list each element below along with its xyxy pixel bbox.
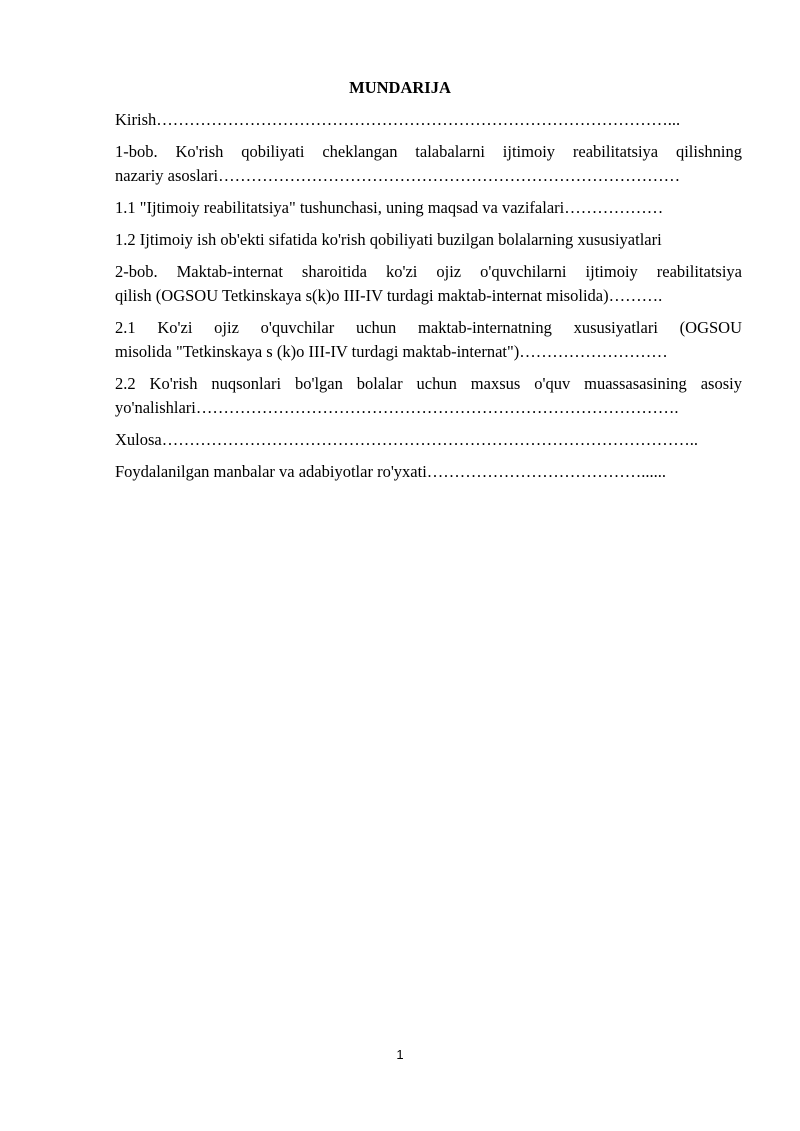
toc-entry-section-2-1[interactable] [115, 316, 742, 364]
toc-entry-line: 1.2 Ijtimoiy ish ob'ekti sifatida ko'rish qobiliyati buzilgan bolalarning xususiyatlari [115, 230, 662, 249]
toc-entry-kirish[interactable] [115, 108, 742, 132]
toc-entry-line: 2.1 Ko'zi ojiz o'quvchilar uchun maktab-internatning xususiyatlari (OGSOU [115, 318, 742, 337]
toc-entry-section-1-2[interactable] [115, 228, 742, 252]
toc-entry-line: 1-bob. Ko'rish qobiliyati cheklangan talabalarni ijtimoiy reabilitatsiya qilishning [115, 142, 742, 161]
toc-entry-line: Kirish…………………………………………………………………………………... [115, 110, 681, 129]
toc-entry-line: yo'nalishlari……………………………………………………………………………. [115, 398, 679, 417]
page-title: MUNDARIJA [349, 78, 451, 97]
toc-entry-line: 2.2 Ko'rish nuqsonlari bo'lgan bolalar uchun maxsus o'quv muassasasining asosiy [115, 374, 742, 393]
toc-entry-xulosa[interactable] [115, 428, 742, 452]
toc-entry-chapter-2[interactable] [115, 260, 742, 308]
page-number: 1 [396, 1047, 404, 1062]
table-of-contents [115, 108, 742, 492]
toc-entry-line: Xulosa…………………………………………………………………………………….. [115, 430, 698, 449]
toc-entry-bibliography[interactable] [115, 460, 742, 484]
toc-entry-chapter-1[interactable] [115, 140, 742, 188]
toc-entry-line: qilish (OGSOU Tetkinskaya s(k)o III-IV turdagi maktab-internat misolida)………. [115, 286, 663, 305]
toc-entry-section-2-2[interactable] [115, 372, 742, 420]
toc-entry-line: 2-bob. Maktab-internat sharoitida ko'zi ojiz o'quvchilarni ijtimoiy reabilitatsiya [115, 262, 742, 281]
toc-entry-section-1-1[interactable] [115, 196, 742, 220]
toc-entry-line: nazariy asoslari………………………………………………………………………… [115, 166, 681, 185]
toc-entry-line: 1.1 "Ijtimoiy reabilitatsiya" tushunchasi, uning maqsad va vazifalari……………… [115, 198, 664, 217]
toc-entry-line: Foydalanilgan manbalar va adabiyotlar ro'yxati…………………………………...... [115, 462, 667, 481]
toc-entry-line: misolida "Tetkinskaya s (k)o III-IV turdagi maktab-internat")……………………… [115, 342, 668, 361]
